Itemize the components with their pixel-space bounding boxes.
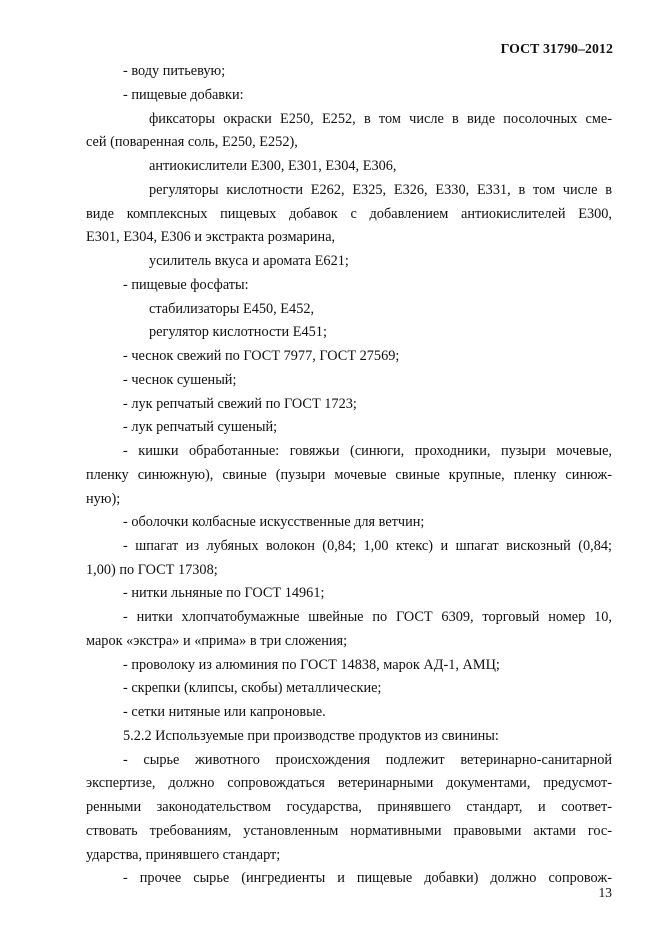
text-line: - пищевые фосфаты: (123, 277, 249, 293)
text-line: ную); (86, 491, 121, 507)
text-line: экспертизе, должно сопровождаться ветеринарными документами, предусмот- (86, 775, 612, 791)
text-line: - сырье животного происхождения подлежит ветеринарно-санитарной (123, 752, 612, 768)
text-line: - лук репчатый сушеный; (123, 419, 278, 435)
text-line: виде комплексных пищевых добавок с добавлением антиокислителей Е300, (86, 206, 612, 222)
text-line: - нитки льняные по ГОСТ 14961; (123, 585, 325, 601)
text-line: - нитки хлопчатобумажные швейные по ГОСТ 6309, торговый номер 10, (123, 609, 612, 625)
text-line: - кишки обработанные: говяжьи (синюги, проходники, пузыри мочевые, (123, 443, 612, 459)
text-line: ствовать требованиям, установленным нормативными правовыми актами гос- (86, 823, 612, 839)
text-line: - воду питьевую; (123, 63, 226, 79)
text-line: - проволоку из алюминия по ГОСТ 14838, марок АД-1, АМЦ; (123, 657, 500, 673)
page-number: 13 (598, 885, 612, 900)
subsection-heading: 5.2.2 Используемые при производстве продуктов из свинины: (123, 728, 499, 744)
document-code-header: ГОСТ 31790–2012 (500, 41, 613, 56)
text-line: - сетки нитяные или капроновые. (123, 704, 326, 720)
text-line: - шпагат из лубяных волокон (0,84; 1,00 ктекс) и шпагат вискозный (0,84; (123, 538, 612, 554)
text-line: - лук репчатый свежий по ГОСТ 1723; (123, 396, 357, 412)
text-line: - прочее сырье (ингредиенты и пищевые добавки) должно сопровож- (123, 870, 612, 886)
text-line: - пищевые добавки: (123, 87, 244, 103)
text-line: пленку синюжную), свиные (пузыри мочевые свиные крупные, пленку синюж- (86, 467, 612, 483)
text-line: фиксаторы окраски Е250, Е252, в том числе в виде посолочных сме- (149, 111, 612, 127)
text-line: 1,00) по ГОСТ 17308; (86, 562, 218, 578)
text-line: - оболочки колбасные искусственные для ветчин; (123, 514, 425, 530)
text-line: антиокислители Е300, Е301, Е304, Е306, (149, 158, 397, 174)
text-line: ударства, принявшего стандарт; (86, 847, 281, 863)
text-line: марок «экстра» и «прима» в три сложения; (86, 633, 348, 649)
text-line: усилитель вкуса и аромата Е621; (149, 253, 349, 269)
text-line: - чеснок сушеный; (123, 372, 237, 388)
text-line: - скрепки (клипсы, скобы) металлические; (123, 680, 382, 696)
text-line: стабилизаторы Е450, Е452, (149, 301, 315, 317)
text-line: ренными законодательством государства, принявшего стандарт, и соответ- (86, 799, 612, 815)
text-line: - чеснок свежий по ГОСТ 7977, ГОСТ 27569; (123, 348, 400, 364)
text-line: регуляторы кислотности Е262, Е325, Е326, Е330, Е331, в том числе в (149, 182, 612, 198)
text-line: сей (поваренная соль, Е250, Е252), (86, 134, 298, 150)
text-line: регулятор кислотности Е451; (149, 324, 327, 340)
text-line: Е301, Е304, Е306 и экстракта розмарина, (86, 229, 336, 245)
